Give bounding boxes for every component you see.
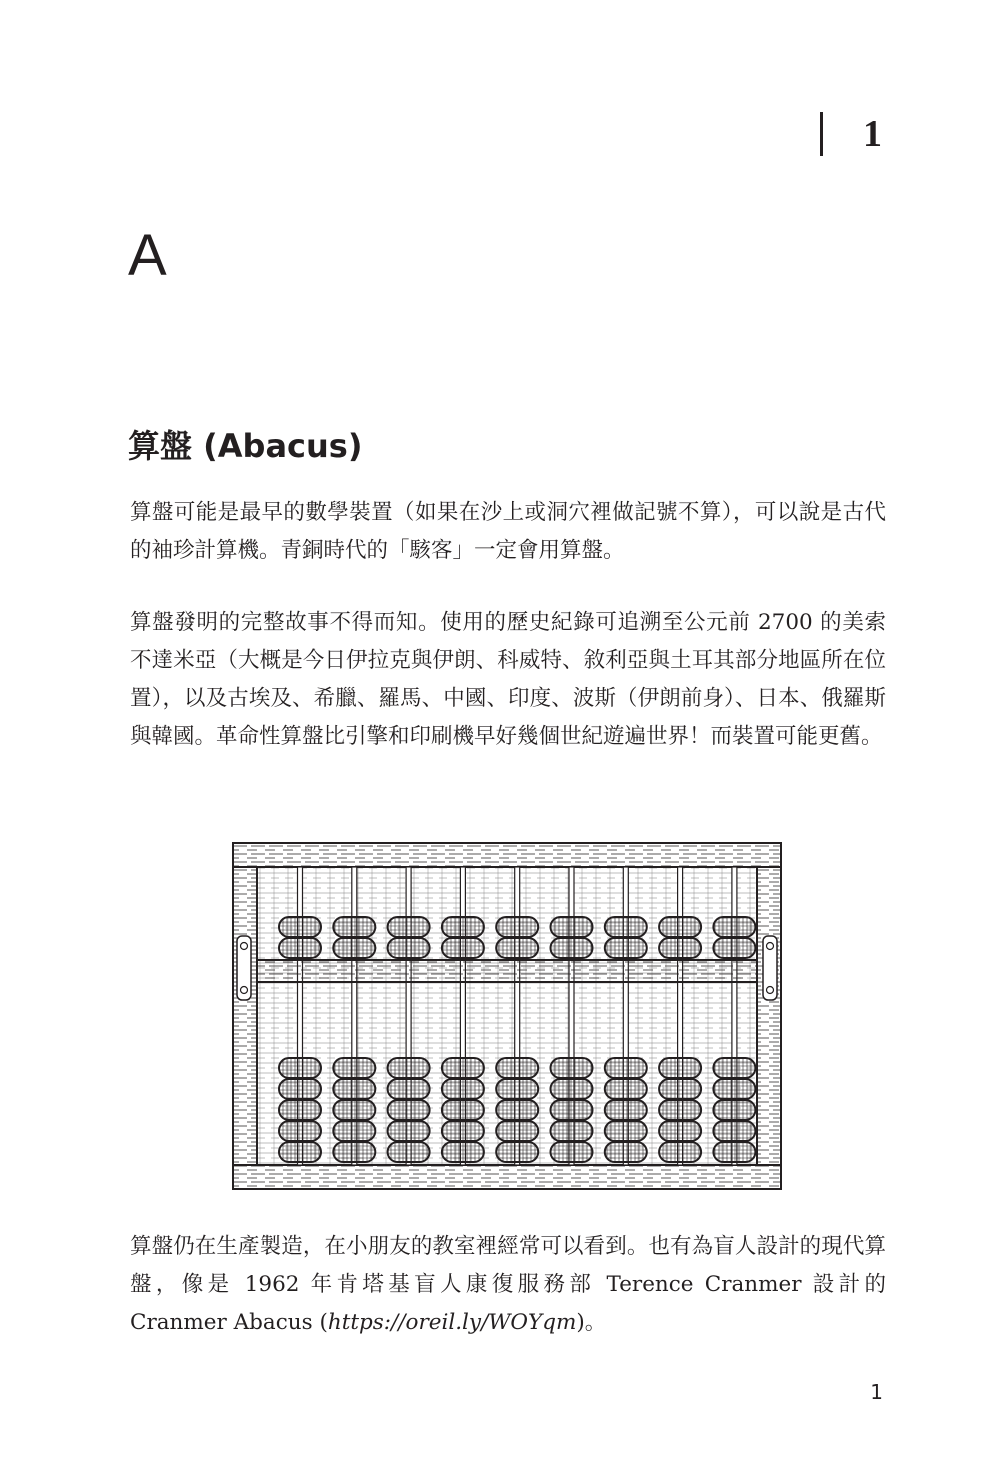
abacus-bead-upper xyxy=(551,938,593,958)
abacus-bead-lower xyxy=(388,1121,430,1141)
abacus-bead-lower xyxy=(442,1121,484,1141)
abacus-bead-upper xyxy=(333,917,375,937)
abacus-bead-upper xyxy=(442,917,484,937)
abacus-bead-upper xyxy=(279,938,321,958)
abacus-bead-lower xyxy=(496,1058,538,1078)
abacus-bead-lower xyxy=(388,1079,430,1099)
abacus-bead-upper xyxy=(388,938,430,958)
abacus-illustration xyxy=(229,840,785,1192)
abacus-bead-lower xyxy=(659,1121,701,1141)
abacus-bead-lower xyxy=(442,1079,484,1099)
center-beam xyxy=(257,960,757,982)
paragraph-modern-text: 算盤仍在生產製造，在小朋友的教室裡經常可以看到。也有為盲人設計的現代算盤，像是 1962 年肯塔基盲人康復服務部 Terence Cranmer 設計的 Cranmer Abacus ( xyxy=(130,1234,886,1335)
abacus-bead-upper xyxy=(605,938,647,958)
paragraph-modern-end: )。 xyxy=(576,1310,607,1335)
abacus-bead-lower xyxy=(279,1058,321,1078)
abacus-bead-lower xyxy=(496,1121,538,1141)
chapter-number: 1 xyxy=(863,113,882,155)
abacus-bead-upper xyxy=(496,917,538,937)
paragraph-intro: 算盤可能是最早的數學裝置（如果在沙上或洞穴裡做記號不算），可以說是古代的袖珍計算機。青銅時代的「駭客」一定會用算盤。 xyxy=(130,500,886,563)
abacus-bead-upper xyxy=(496,938,538,958)
abacus-bead-lower xyxy=(442,1100,484,1120)
abacus-bead-lower xyxy=(659,1079,701,1099)
page-number: 1 xyxy=(870,1380,883,1404)
abacus-bead-lower xyxy=(442,1142,484,1162)
side-bracket-right xyxy=(763,936,777,1000)
abacus-bead-lower xyxy=(551,1121,593,1141)
abacus-bead-lower xyxy=(388,1142,430,1162)
abacus-bead-lower xyxy=(713,1058,755,1078)
abacus-bead-lower xyxy=(333,1121,375,1141)
abacus-bead-lower xyxy=(605,1121,647,1141)
abacus-bead-lower xyxy=(279,1100,321,1120)
abacus-bead-upper xyxy=(551,917,593,937)
abacus-bead-lower xyxy=(388,1058,430,1078)
abacus-bead-lower xyxy=(659,1142,701,1162)
section-letter: A xyxy=(128,223,167,288)
abacus-bead-lower xyxy=(279,1121,321,1141)
abacus-bead-upper xyxy=(605,917,647,937)
abacus-bead-lower xyxy=(605,1079,647,1099)
frame-left xyxy=(233,867,257,1165)
abacus-bead-lower xyxy=(496,1142,538,1162)
abacus-bead-lower xyxy=(551,1100,593,1120)
abacus-bead-lower xyxy=(551,1079,593,1099)
entry-title: 算盤 (Abacus) xyxy=(128,427,363,465)
abacus-bead-upper xyxy=(713,938,755,958)
frame-bottom xyxy=(233,1165,781,1189)
chapter-marker xyxy=(820,112,882,156)
abacus-bead-upper xyxy=(388,917,430,937)
paragraph-modern xyxy=(130,1228,886,1342)
abacus-bead-lower xyxy=(551,1142,593,1162)
chapter-divider-bar xyxy=(820,112,823,156)
abacus-bead-lower xyxy=(333,1100,375,1120)
side-bracket-left xyxy=(237,936,251,1000)
abacus-bead-lower xyxy=(388,1100,430,1120)
abacus-bead-lower xyxy=(659,1058,701,1078)
paragraph-history: 算盤發明的完整故事不得而知。使用的歷史紀錄可追溯至公元前 2700 的美索不達米亞（大概是今日伊拉克與伊朗、科威特、敘利亞與土耳其部分地區所在位置），以及古埃及、希臘、羅馬、中國、印度、波斯（伊朗前身）、日本、俄羅斯與韓國。革命性算盤比引擎和印刷機早好幾個世紀遊遍世界！而裝置可能更舊。 xyxy=(130,610,886,749)
abacus-bead-lower xyxy=(605,1058,647,1078)
abacus-bead-lower xyxy=(605,1100,647,1120)
frame-top xyxy=(233,843,781,867)
abacus-bead-lower xyxy=(442,1058,484,1078)
reference-link[interactable]: https://oreil.ly/WOYqm xyxy=(327,1310,577,1335)
abacus-bead-lower xyxy=(713,1142,755,1162)
frame-right xyxy=(757,867,781,1165)
abacus-bead-lower xyxy=(279,1142,321,1162)
abacus-bead-lower xyxy=(333,1079,375,1099)
abacus-bead-upper xyxy=(659,917,701,937)
abacus-bead-lower xyxy=(551,1058,593,1078)
abacus-bead-lower xyxy=(713,1079,755,1099)
abacus-bead-upper xyxy=(713,917,755,937)
abacus-bead-lower xyxy=(333,1058,375,1078)
abacus-bead-lower xyxy=(496,1100,538,1120)
abacus-bead-upper xyxy=(442,938,484,958)
abacus-bead-lower xyxy=(713,1100,755,1120)
abacus-bead-upper xyxy=(279,917,321,937)
abacus-bead-lower xyxy=(333,1142,375,1162)
abacus-bead-upper xyxy=(659,938,701,958)
abacus-bead-lower xyxy=(496,1079,538,1099)
abacus-bead-lower xyxy=(605,1142,647,1162)
abacus-bead-upper xyxy=(333,938,375,958)
abacus-bead-lower xyxy=(659,1100,701,1120)
abacus-bead-lower xyxy=(713,1121,755,1141)
abacus-bead-lower xyxy=(279,1079,321,1099)
